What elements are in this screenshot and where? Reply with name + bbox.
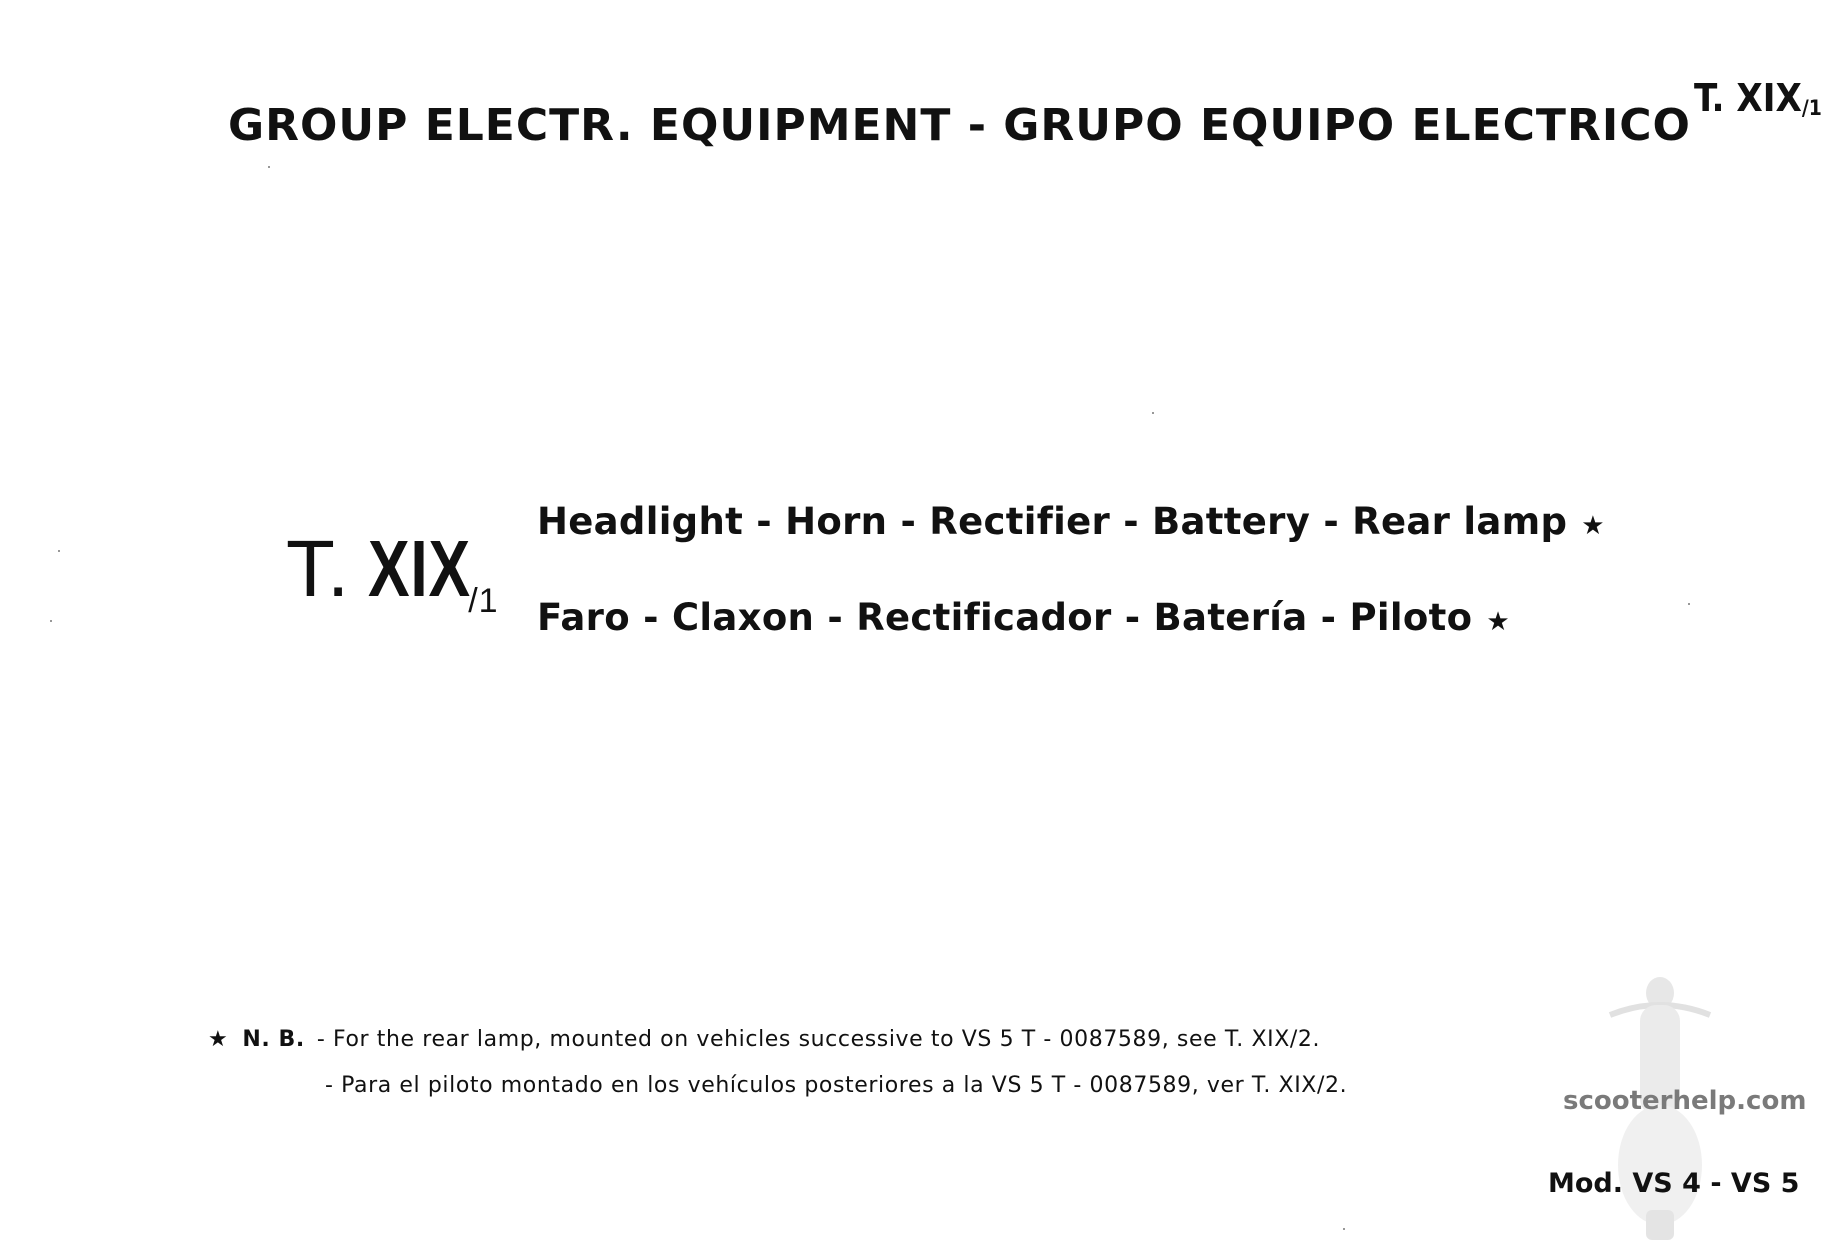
footnote-spanish: - Para el piloto montado en los vehículos posteriores a la VS 5 T - 0087589, ver T. XIX/2. — [325, 1073, 1348, 1098]
page-reference-sub: /1 — [1801, 96, 1822, 121]
star-icon: ★ — [1486, 607, 1510, 637]
scan-speck — [50, 620, 52, 622]
description-english — [537, 500, 1605, 543]
page-reference-main: T. XIX — [1694, 76, 1802, 120]
footnote-english — [208, 1027, 1320, 1052]
description-spanish — [537, 596, 1510, 639]
description-english-text: Headlight - Horn - Rectifier - Battery - Rear lamp — [537, 500, 1568, 543]
description-spanish-text: Faro - Claxon - Rectificador - Batería - Piloto — [537, 596, 1473, 639]
scan-speck — [58, 550, 60, 552]
table-reference-roman: XIX — [368, 524, 472, 613]
watermark-text: scooterhelp.com — [1563, 1086, 1807, 1116]
model-label: Mod. VS 4 - VS 5 — [1548, 1168, 1800, 1199]
footnote-label: N. B. — [242, 1027, 305, 1052]
scan-speck — [1152, 412, 1154, 414]
scan-speck — [268, 166, 270, 168]
page-reference — [1694, 76, 1822, 120]
table-reference-sub: /1 — [468, 582, 499, 620]
table-reference — [286, 523, 499, 621]
footnote-english-text: - For the rear lamp, mounted on vehicles successive to VS 5 T - 0087589, see T. XIX/2. — [316, 1027, 1321, 1052]
table-reference-prefix: T. — [286, 524, 351, 613]
scan-speck — [1688, 603, 1690, 605]
star-icon: ★ — [1581, 511, 1605, 541]
page-title: GROUP ELECTR. EQUIPMENT - GRUPO EQUIPO ELECTRICO — [228, 100, 1691, 151]
star-icon: ★ — [208, 1027, 229, 1052]
scan-speck — [1343, 1228, 1345, 1230]
